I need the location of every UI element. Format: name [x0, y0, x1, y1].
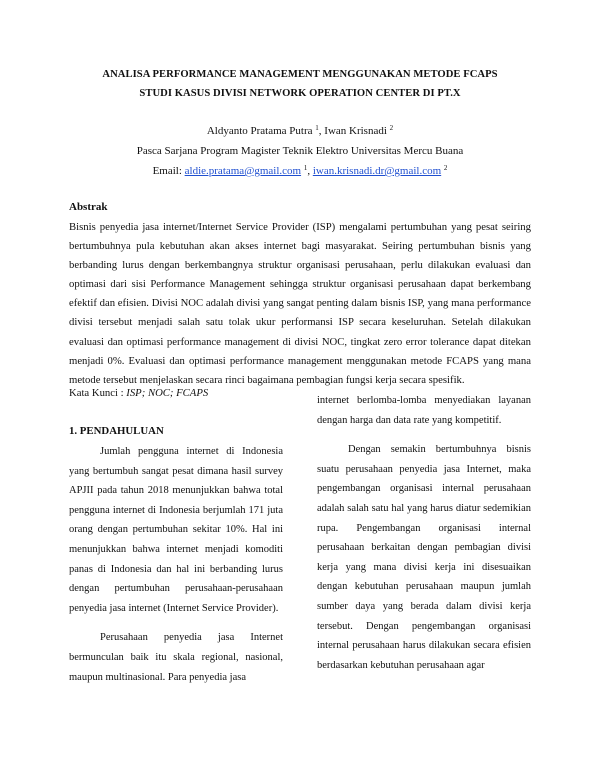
email-label: Email:	[152, 165, 185, 177]
email-separator: ,	[307, 165, 313, 177]
body-paragraph: Jumlah pengguna internet di Indonesia yang bertumbuh sangat pesat dimana hasil survey APJII pada tahun 2018 menunjukkan bahwa total pengguna internet di Indonesia berjumlah 171 juta orang dengan pertumbuhan sekitar 10%. Hal ini menunjukkan bahwa internet menjadi komoditi panas di Indonesia dan hal ini berbanding lurus dengan pertumbuhan perusahaan-perusahaan penyedia jasa internet (Internet Service Provider).	[69, 446, 283, 614]
left-column	[69, 423, 283, 697]
paper-title-line-2: STUDI KASUS DIVISI NETWORK OPERATION CENTER DI PT.X	[139, 88, 461, 99]
abstract-text: Bisnis penyedia jasa internet/Internet Service Provider (ISP) mengalami pertumbuhan yang pesat seiring bertumbuhnya pula kebutuhan akan akses internet bagi masyarakat. Seiring pertumbuhan bisnis yang berbanding lurus dengan berkembangnya struktur organisasi perusahaan, perlu dilakukan evaluasi dan optimasi dari sisi Performance Management sehingga struktur organisasi perusahaan dapat berkembang efektif dan efisien. Divisi NOC adalah divisi yang sangat penting dalam bisnis ISP, yang mana performance divisi tersebut menjadi salah satu tolak ukur performansi ISP secara keseluruhan. Setelah dilakukan evaluasi dan optimasi performance management di divisi NOC, tingkat zero error tolerance dapat ditekan menjadi 0%. Evaluasi dan optimasi performance management menggunakan metode FCAPS yang mana metode tersebut menjelaskan secara rinci bagaimana pembagian fungsi kerja secara spesifik.	[69, 221, 531, 386]
authors-line	[0, 123, 600, 139]
email-1-mark: 1	[303, 164, 308, 172]
author-separator: ,	[318, 125, 325, 137]
keywords-label: Kata Kunci :	[69, 387, 127, 399]
author-1-mark: 1	[315, 124, 319, 132]
paper-title-line-1: ANALISA PERFORMANCE MANAGEMENT MENGGUNAKAN METODE FCAPS	[102, 69, 498, 80]
author-2: Iwan Krisnadi	[324, 125, 387, 137]
body-paragraph: internet berlomba-lomba menyediakan layanan dengan harga dan data rate yang kompetitif.	[317, 395, 531, 426]
body-paragraph: Dengan semakin bertumbuhnya bisnis suatu perusahaan penyedia jasa Internet, maka pengembangan organisasi internal perusahaan adalah salah satu hal yang harus diatur sedemikian rupa. Pengembangan organisasi internal perusahaan berkaitan dengan pembagian divisi kerja yang mana divisi kerja ini disesuaikan dengan kebutuhan perusahaan maupun jumlah sumber daya yang berada dalam divisi kerja tersebut. Dengan pengembangan organisasi internal perusahaan harus dilakukan secara efisien berdasarkan kebutuhan perusahaan agar	[317, 444, 531, 671]
email-link-1[interactable]: aldie.pratama@gmail.com	[184, 165, 302, 177]
body-paragraph: Perusahaan penyedia jasa Internet bermunculan baik itu skala regional, nasional, maupun multinasional. Para penyedia jasa	[69, 632, 283, 683]
affiliation: Pasca Sarjana Program Magister Teknik Elektro Universitas Mercu Buana	[136, 145, 464, 157]
author-2-mark: 2	[389, 124, 394, 132]
email-2-mark: 2	[443, 164, 448, 172]
keywords-value: ISP; NOC; FCAPS	[126, 387, 209, 399]
author-1: Aldyanto Pratama Putra	[206, 125, 313, 137]
abstract-heading: Abstrak	[69, 201, 108, 213]
email-link-2[interactable]: iwan.krisnadi.dr@gmail.com	[312, 165, 442, 177]
right-column	[317, 391, 531, 685]
section-heading: 1. PENDAHULUAN	[69, 425, 164, 437]
keywords-line	[69, 385, 208, 401]
email-line	[0, 163, 600, 179]
